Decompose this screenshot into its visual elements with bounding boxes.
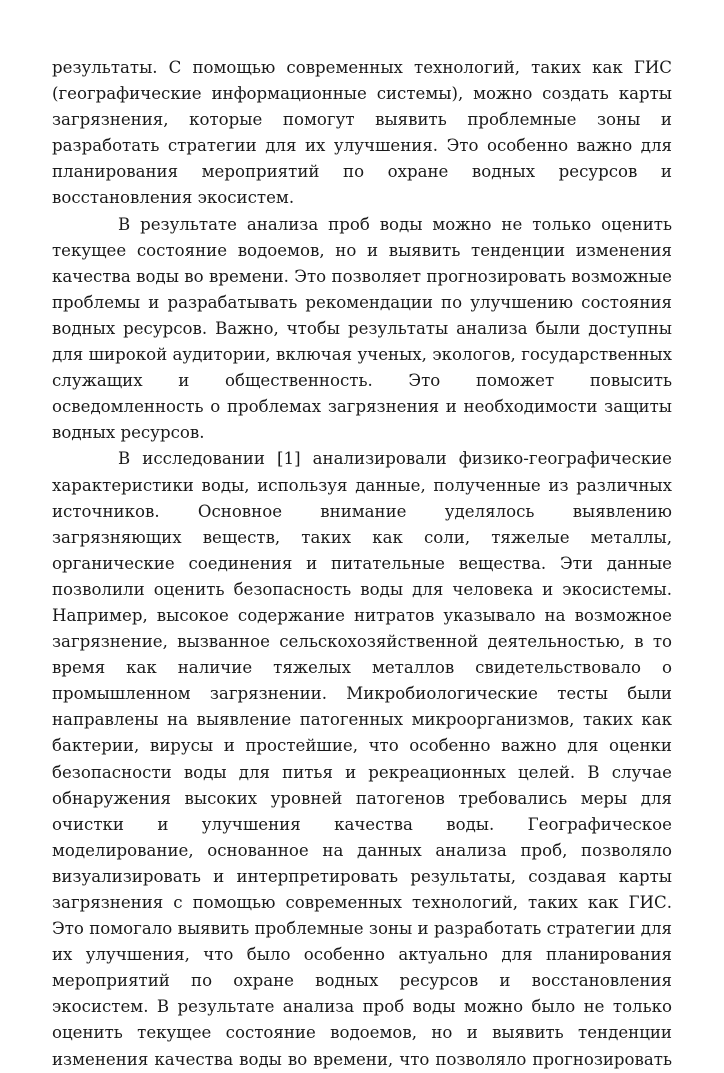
paragraph-continuation: результаты. С помощью современных технологий, таких как ГИС (географические информационные системы), можно создать карты загрязнения, которые помогут выявить проблемные зоны и разработать стратегии для их улучшения. Это особенно важно для планирования мероприятий по охране водных ресурсов и восстановления экосистем. <box>52 58 672 208</box>
document-page <box>52 55 672 1073</box>
paragraph-research-study: В исследовании [1] анализировали физико-географические характеристики воды, используя данные, полученные из различных источников. Основное внимание уделялось выявлению загрязняющих веществ, таких как соли, тяжелые металлы, органические соединения и питательные вещества. Эти данные позволили оценить безопасность воды для человека и экосистемы. Например, высокое содержание нитратов указывало на возможное загрязнение, вызванное сельскохозяйственной деятельностью, в то время как наличие тяжелых металлов свидетельствовало о промышленном загрязнении. Микробиологические тесты были направлены на выявление патогенных микроорганизмов, таких как бактерии, вирусы и простейшие, что особенно важно для оценки безопасности воды для питья и рекреационных целей. В случае обнаружения высоких уровней патогенов требовались меры для очистки и улучшения качества воды. Географическое моделирование, основанное на данных анализа проб, позволяло визуализировать и интерпретировать результаты, создавая карты загрязнения с помощью современных технологий, таких как ГИС. Это помогало выявить проблемные зоны и разработать стратегии для их улучшения, что было особенно актуально для планирования мероприятий по охране водных ресурсов и восстановления экосистем. В результате анализа проб воды можно было не только оценить текущее состояние водоемов, но и выявить тенденции изменения качества воды во времени, что позволяло прогнозировать <box>52 449 672 1069</box>
paragraph-analysis-results: В результате анализа проб воды можно не только оценить текущее состояние водоемов, но и выявить тенденции изменения качества воды во времени. Это позволяет прогнозировать возможные проблемы и разрабатывать рекомендации по улучшению состояния водных ресурсов. Важно, чтобы результаты анализа были доступны для широкой аудитории, включая ученых, экологов, государственных служащих и общественность. Это поможет повысить осведомленность о проблемах загрязнения и необходимости защиты водных ресурсов. <box>52 214 672 443</box>
